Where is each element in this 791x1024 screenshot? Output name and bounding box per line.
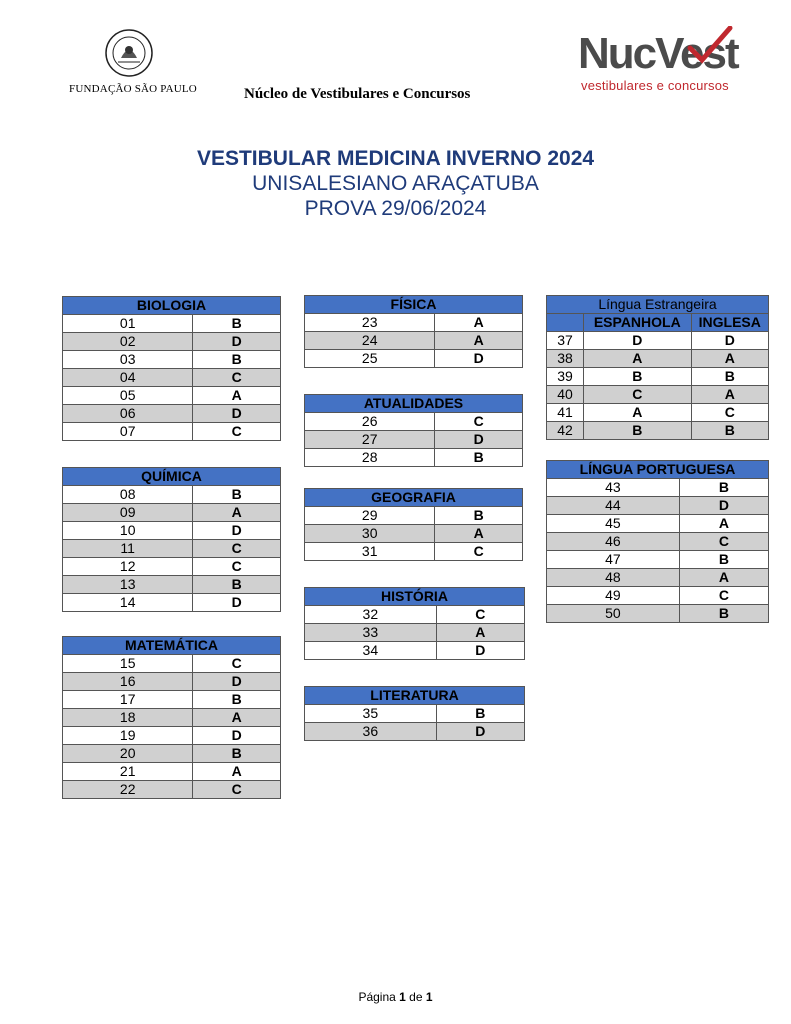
answer-letter: B bbox=[193, 745, 281, 763]
question-number: 48 bbox=[547, 569, 680, 587]
biologia-title: BIOLOGIA bbox=[63, 297, 281, 315]
answer-letter: D bbox=[193, 727, 281, 745]
question-number: 35 bbox=[305, 705, 437, 723]
question-number: 17 bbox=[63, 691, 193, 709]
table-row bbox=[63, 763, 281, 781]
nucvest-logo bbox=[578, 26, 748, 94]
table-row bbox=[63, 727, 281, 745]
answer-letter: A bbox=[193, 763, 281, 781]
answer-letter: C bbox=[679, 587, 768, 605]
answer-letter: C bbox=[436, 606, 524, 624]
quimica-table bbox=[62, 467, 281, 612]
question-number: 06 bbox=[63, 405, 193, 423]
answer-letter: B bbox=[193, 486, 281, 504]
title-line-3: PROVA 29/06/2024 bbox=[304, 197, 487, 220]
answer-letter: C bbox=[193, 423, 281, 441]
question-number: 36 bbox=[305, 723, 437, 741]
table-row bbox=[547, 605, 769, 623]
answer-letter: D bbox=[435, 431, 523, 449]
question-number: 33 bbox=[305, 624, 437, 642]
answer-letter: C bbox=[435, 543, 523, 561]
question-number: 20 bbox=[63, 745, 193, 763]
table-row bbox=[547, 422, 769, 440]
question-number: 05 bbox=[63, 387, 193, 405]
question-number: 30 bbox=[305, 525, 435, 543]
table-row bbox=[305, 314, 523, 332]
question-number: 22 bbox=[63, 781, 193, 799]
answer-inglesa: D bbox=[691, 332, 768, 350]
table-row bbox=[547, 587, 769, 605]
table-row bbox=[63, 781, 281, 799]
title-line-1: VESTIBULAR MEDICINA INVERNO 2024 bbox=[196, 147, 595, 170]
table-row bbox=[305, 606, 525, 624]
question-number: 11 bbox=[63, 540, 193, 558]
question-number: 21 bbox=[63, 763, 193, 781]
question-number: 26 bbox=[305, 413, 435, 431]
literatura-table bbox=[304, 686, 525, 741]
portugues-title: LÍNGUA PORTUGUESA bbox=[547, 461, 769, 479]
table-row bbox=[305, 350, 523, 368]
biologia-table bbox=[62, 296, 281, 441]
table-row bbox=[63, 315, 281, 333]
question-number: 39 bbox=[547, 368, 584, 386]
answer-letter: B bbox=[679, 551, 768, 569]
table-row bbox=[305, 624, 525, 642]
answer-letter: B bbox=[193, 315, 281, 333]
table-row bbox=[547, 386, 769, 404]
quimica-title: QUÍMICA bbox=[63, 468, 281, 486]
matematica-table bbox=[62, 636, 281, 799]
answer-espanhola: C bbox=[584, 386, 692, 404]
answer-letter: B bbox=[679, 605, 768, 623]
answer-letter: C bbox=[193, 655, 281, 673]
answer-inglesa: A bbox=[691, 386, 768, 404]
table-row bbox=[547, 350, 769, 368]
answer-letter: D bbox=[436, 723, 524, 741]
lingua-estrangeira-table bbox=[546, 295, 769, 440]
logo-tagline: vestibulares e concursos bbox=[581, 78, 729, 93]
table-row bbox=[63, 745, 281, 763]
question-number: 16 bbox=[63, 673, 193, 691]
question-number: 12 bbox=[63, 558, 193, 576]
question-number: 50 bbox=[547, 605, 680, 623]
answer-letter: A bbox=[193, 709, 281, 727]
answer-letter: A bbox=[679, 569, 768, 587]
geografia-table bbox=[304, 488, 523, 561]
answer-letter: B bbox=[679, 479, 768, 497]
question-number: 08 bbox=[63, 486, 193, 504]
answer-inglesa: B bbox=[691, 422, 768, 440]
answer-espanhola: A bbox=[584, 404, 692, 422]
table-row bbox=[305, 543, 523, 561]
col-espanhola: ESPANHOLA bbox=[584, 314, 692, 332]
question-number: 38 bbox=[547, 350, 584, 368]
table-row bbox=[63, 351, 281, 369]
table-row bbox=[547, 551, 769, 569]
historia-title: HISTÓRIA bbox=[305, 588, 525, 606]
lingua-estrangeira-title: Língua Estrangeira bbox=[547, 296, 769, 314]
table-row bbox=[547, 479, 769, 497]
answer-letter: A bbox=[435, 525, 523, 543]
question-number: 37 bbox=[547, 332, 584, 350]
answer-letter: A bbox=[193, 387, 281, 405]
table-row bbox=[63, 333, 281, 351]
question-number: 24 bbox=[305, 332, 435, 350]
question-number: 29 bbox=[305, 507, 435, 525]
table-row bbox=[63, 504, 281, 522]
answer-espanhola: B bbox=[584, 368, 692, 386]
title-line-2: UNISALESIANO ARAÇATUBA bbox=[252, 172, 539, 195]
answer-letter: A bbox=[193, 504, 281, 522]
literatura-title: LITERATURA bbox=[305, 687, 525, 705]
matematica-title: MATEMÁTICA bbox=[63, 637, 281, 655]
table-row bbox=[547, 404, 769, 422]
atualidades-table bbox=[304, 394, 523, 467]
question-number: 40 bbox=[547, 386, 584, 404]
answer-espanhola: A bbox=[584, 350, 692, 368]
footer-total: 1 bbox=[425, 990, 433, 1004]
question-number: 49 bbox=[547, 587, 680, 605]
answer-letter: A bbox=[435, 314, 523, 332]
fisica-table bbox=[304, 295, 523, 368]
question-number: 42 bbox=[547, 422, 584, 440]
table-row bbox=[63, 576, 281, 594]
question-number: 07 bbox=[63, 423, 193, 441]
answer-letter: B bbox=[193, 576, 281, 594]
answer-letter: B bbox=[193, 351, 281, 369]
table-row bbox=[547, 533, 769, 551]
question-number: 14 bbox=[63, 594, 193, 612]
table-row bbox=[63, 540, 281, 558]
question-number: 25 bbox=[305, 350, 435, 368]
table-row bbox=[305, 723, 525, 741]
logo-text: NucVest bbox=[578, 29, 738, 78]
question-number: 04 bbox=[63, 369, 193, 387]
table-row bbox=[63, 423, 281, 441]
answer-espanhola: B bbox=[584, 422, 692, 440]
table-row bbox=[305, 525, 523, 543]
table-row bbox=[63, 709, 281, 727]
answer-letter: C bbox=[435, 413, 523, 431]
table-row bbox=[305, 507, 523, 525]
question-number: 32 bbox=[305, 606, 437, 624]
answer-inglesa: A bbox=[691, 350, 768, 368]
table-row bbox=[547, 515, 769, 533]
table-row bbox=[305, 431, 523, 449]
answer-letter: D bbox=[193, 522, 281, 540]
table-row bbox=[547, 332, 769, 350]
question-number: 18 bbox=[63, 709, 193, 727]
table-row bbox=[305, 705, 525, 723]
question-number: 46 bbox=[547, 533, 680, 551]
table-row bbox=[63, 369, 281, 387]
answer-letter: A bbox=[679, 515, 768, 533]
answer-letter: C bbox=[193, 781, 281, 799]
table-row bbox=[547, 368, 769, 386]
table-row bbox=[63, 673, 281, 691]
answer-letter: A bbox=[435, 332, 523, 350]
question-number: 03 bbox=[63, 351, 193, 369]
footer-prefix: Página bbox=[358, 990, 400, 1004]
table-row bbox=[63, 594, 281, 612]
table-row bbox=[63, 655, 281, 673]
col-inglesa: INGLESA bbox=[691, 314, 768, 332]
question-number: 23 bbox=[305, 314, 435, 332]
answer-letter: A bbox=[436, 624, 524, 642]
header-spacer bbox=[547, 314, 584, 332]
question-number: 27 bbox=[305, 431, 435, 449]
fisica-title: FÍSICA bbox=[305, 296, 523, 314]
question-number: 31 bbox=[305, 543, 435, 561]
answer-letter: D bbox=[193, 673, 281, 691]
question-number: 41 bbox=[547, 404, 584, 422]
historia-table bbox=[304, 587, 525, 660]
answer-letter: C bbox=[193, 369, 281, 387]
answer-letter: D bbox=[193, 405, 281, 423]
title-block bbox=[0, 146, 791, 221]
table-row bbox=[547, 569, 769, 587]
question-number: 01 bbox=[63, 315, 193, 333]
geografia-title: GEOGRAFIA bbox=[305, 489, 523, 507]
question-number: 43 bbox=[547, 479, 680, 497]
atualidades-title: ATUALIDADES bbox=[305, 395, 523, 413]
answer-letter: B bbox=[435, 449, 523, 467]
question-number: 15 bbox=[63, 655, 193, 673]
org-name: FUNDAÇÃO SÃO PAULO bbox=[69, 83, 197, 95]
footer-mid: de bbox=[405, 990, 426, 1004]
seal-icon bbox=[104, 28, 154, 78]
table-row bbox=[63, 522, 281, 540]
answer-letter: B bbox=[435, 507, 523, 525]
page-footer bbox=[0, 990, 791, 1004]
answer-inglesa: C bbox=[691, 404, 768, 422]
table-row bbox=[547, 497, 769, 515]
answer-letter: D bbox=[679, 497, 768, 515]
question-number: 45 bbox=[547, 515, 680, 533]
answer-letter: D bbox=[435, 350, 523, 368]
answer-espanhola: D bbox=[584, 332, 692, 350]
question-number: 47 bbox=[547, 551, 680, 569]
question-number: 28 bbox=[305, 449, 435, 467]
table-row bbox=[63, 387, 281, 405]
answer-letter: D bbox=[193, 594, 281, 612]
footer-page: 1 bbox=[399, 990, 406, 1004]
answer-letter: B bbox=[436, 705, 524, 723]
table-row bbox=[63, 486, 281, 504]
table-row bbox=[63, 691, 281, 709]
question-number: 44 bbox=[547, 497, 680, 515]
question-number: 34 bbox=[305, 642, 437, 660]
question-number: 10 bbox=[63, 522, 193, 540]
checkmark-icon bbox=[686, 26, 734, 66]
question-number: 13 bbox=[63, 576, 193, 594]
answer-letter: D bbox=[436, 642, 524, 660]
table-row bbox=[63, 405, 281, 423]
org-subtitle: Núcleo de Vestibulares e Concursos bbox=[244, 86, 471, 102]
portugues-table bbox=[546, 460, 769, 623]
table-row bbox=[305, 449, 523, 467]
question-number: 19 bbox=[63, 727, 193, 745]
answer-letter: C bbox=[679, 533, 768, 551]
table-row bbox=[305, 332, 523, 350]
table-row bbox=[305, 413, 523, 431]
answer-letter: C bbox=[193, 540, 281, 558]
answer-inglesa: B bbox=[691, 368, 768, 386]
answer-letter: C bbox=[193, 558, 281, 576]
question-number: 09 bbox=[63, 504, 193, 522]
table-row bbox=[305, 642, 525, 660]
answer-letter: D bbox=[193, 333, 281, 351]
question-number: 02 bbox=[63, 333, 193, 351]
answer-letter: B bbox=[193, 691, 281, 709]
table-row bbox=[63, 558, 281, 576]
